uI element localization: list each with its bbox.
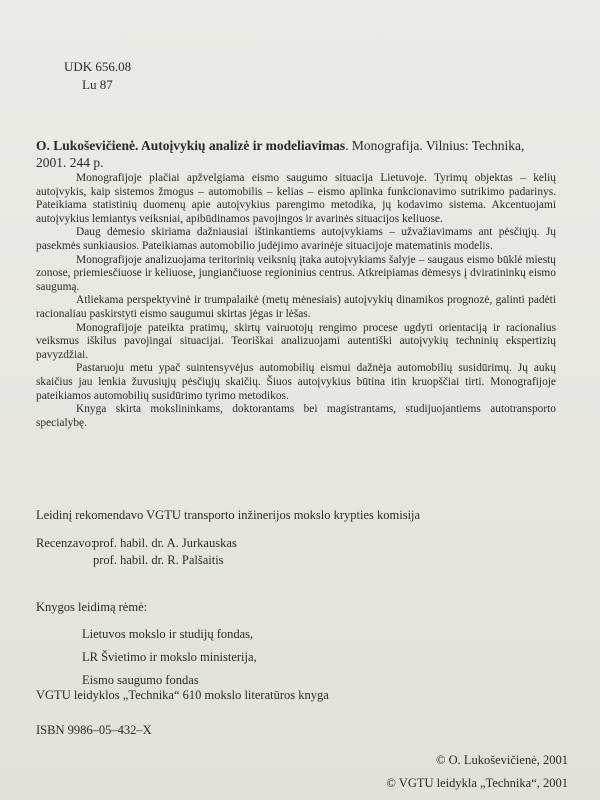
reviewer-name: prof. habil. dr. R. Palšaitis <box>93 553 224 567</box>
abstract-paragraph: Atliekama perspektyvinė ir trumpalaikė (metų mėnesiais) autoįvykių dinamikos prognozė, galinti padėti racionaliau paskirstyti eismo saugumui skirtas jėgas ir lėšas. <box>36 294 556 320</box>
sponsor-item: Lietuvos mokslo ir studijų fondas, <box>82 627 254 641</box>
reviewers-label: Recenzavo: <box>36 536 95 550</box>
isbn: ISBN 9986–05–432–X <box>36 723 152 737</box>
library-code: Lu 87 <box>82 77 113 92</box>
sponsor-item: Eismo saugumo fondas <box>82 673 199 687</box>
reviewer-name: prof. habil. dr. A. Jurkauskas <box>93 536 237 550</box>
abstract-paragraph: Monografijoje plačiai apžvelgiama eismo saugumo situacija Lietuvoje. Tyrimų objektas – kelių autoįvykis, kaip sistemos žmogus – automobilis – kelias – eismo aplinka funkcionavimo sutrikimo padarinys. Pateikiama statistinių duomenų apie autoįvykius parengimo metodika, jų kodavimo sistema. Akcentuojami autoįvykius lemiantys veiksniai, apibūdinamos pavojingos ir avarinės situacijos keliuose. <box>36 172 556 225</box>
abstract-paragraph: Monografijoje analizuojama teritorinių veiksnių įtaka autoįvykiams šalyje – saugaus eismo būklė miestų zonose, priemiesčiuose ir keliuose, jungiančiuose regioninius centrus. Atkreipiamas dėmesys į dviratininkų eismo saugumą. <box>36 253 556 293</box>
sponsors <box>36 600 257 692</box>
copyright-author: © O. Lukoševičienė, 2001 <box>435 753 568 767</box>
abstract <box>36 172 556 430</box>
abstract-paragraph: Knyga skirta mokslininkams, doktorantams bei magistrantams, studijuojantiems autotransporto specialybę. <box>36 403 556 429</box>
bibliographic-reference <box>36 137 556 171</box>
abstract-paragraph: Daug dėmesio skiriama dažniausiai ištinkantiems autoįvykiams – užvažiavimams ant pėsčiųjų. Jų pasekmės sunkiausios. Pateikiamas automobilio judėjimo avarinėje situacijoje matematinis modelis. <box>36 226 556 252</box>
udk-code: UDK 656.08 <box>64 59 132 74</box>
publisher-note: VGTU leidyklos „Technika“ 610 mokslo literatūros knyga <box>36 688 329 702</box>
reference-details: . Monografija. Vilnius: Technika, 2001. 244 p. <box>36 138 525 170</box>
recommendation-note: Leidinį rekomendavo VGTU transporto inžinerijos mokslo krypties komisija <box>36 508 421 522</box>
abstract-paragraph: Monografijoje pateikta pratimų, skirtų vairuotojų rengimo procese ugdyti orientaciją ir racionalius veiksmus iškilus pavojingai situacijai. Teoriškai analizuojami autentiški autoįvykių techninių ekspertizių pavyzdžiai. <box>36 321 556 361</box>
udk-block <box>64 58 131 94</box>
abstract-paragraph: Pastaruoju metu ypač suintensyvėjus automobilių eismui dažnėja automobilių susidūrimų. Jų aukų skaičius jau lenkia žuvusiųjų pėsčiųjų skaičių. Šiuos autoįvykius būtina itin kruopščiai tirti. Monografijoje pateikiamos automobilių susidūrimo tyrimo metodikos. <box>36 362 556 402</box>
sponsor-item: LR Švietimo ir mokslo ministerija, <box>82 650 257 664</box>
copyright-publisher: © VGTU leidykla „Technika“, 2001 <box>386 776 568 790</box>
author-title: O. Lukoševičienė. Autoįvykių analizė ir modeliavimas <box>36 138 346 153</box>
sponsors-label: Knygos leidimą rėmė: <box>36 600 148 614</box>
reviewers <box>36 535 237 569</box>
